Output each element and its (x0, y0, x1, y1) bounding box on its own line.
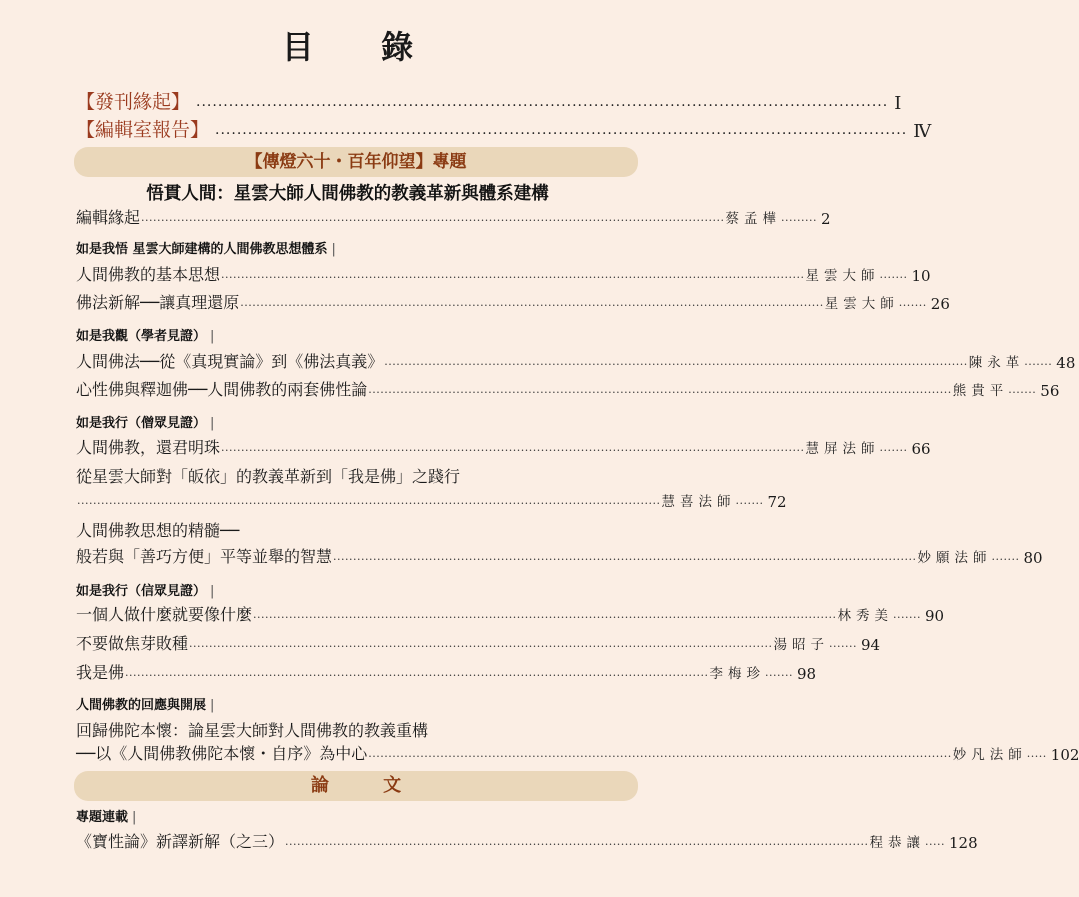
toc-entry[interactable] (76, 489, 787, 511)
leader-dots: .................................................................................................................................................. (368, 747, 952, 760)
special-topic-band: 【傳燈六十・百年仰望】專題 (74, 147, 638, 177)
front-matter-page: I (894, 93, 902, 114)
leader-dots: .................................................................................................................................................. (368, 383, 952, 396)
toc-entry[interactable] (76, 350, 1076, 372)
leader-dots: ....... (893, 608, 922, 621)
section-heading: 如是我行（信眾見證） | (76, 584, 215, 599)
entry-author: 程恭讓 (869, 835, 926, 851)
front-matter-page: Ⅳ (913, 121, 932, 142)
leader-dots: ....... (898, 296, 927, 309)
entry-title: 人間佛法──從《真現實論》到《佛法真義》 (76, 352, 384, 371)
leader-dots: .................................................................................................................................................. (125, 666, 709, 679)
leader-dots: .................................................................................................................................................. (77, 494, 661, 507)
leader-dots: .................................................................................................................................................. (141, 211, 725, 224)
entry-author: 星雲大師 (805, 268, 880, 284)
front-matter-label: 【發刊緣起】 (76, 91, 191, 113)
leader-dots: ....... (879, 268, 908, 281)
toc-entry[interactable] (76, 291, 950, 313)
entry-title-line1[interactable]: 人間佛教思想的精髓── (76, 521, 240, 540)
toc-entry[interactable] (76, 378, 1060, 400)
entry-author: 熊貴平 (952, 383, 1009, 399)
entry-title: 人間佛教的基本思想 (76, 265, 221, 284)
entry-page: 2 (821, 210, 831, 228)
entry-title: 人間佛教，還君明珠 (76, 438, 221, 457)
toc-entry-editorial[interactable] (76, 206, 831, 228)
leader-dots: ....... (991, 550, 1020, 563)
leader-dots: ....... (1008, 383, 1037, 396)
leader-dots: ......... (781, 211, 818, 224)
leader-dots: ....... (735, 494, 764, 507)
leader-dots: ............................................................................................................................... (196, 94, 889, 110)
entry-title: 我是佛 (76, 663, 125, 682)
leader-dots: .................................................................................................................................................. (221, 441, 805, 454)
entry-page: 80 (1023, 549, 1043, 567)
entry-title-line1[interactable]: 從星雲大師對「皈依」的教義革新到「我是佛」之踐行 (76, 467, 461, 486)
entry-page: 98 (797, 665, 817, 683)
entry-page: 128 (949, 834, 978, 852)
toc-entry[interactable] (76, 263, 931, 285)
entry-author: 湯昭子 (773, 637, 830, 653)
page-title: 目 錄 (281, 28, 442, 66)
entry-title: 佛法新解──讓真理還原 (76, 293, 240, 312)
entry-page: 66 (911, 440, 931, 458)
section-heading: 如是我悟 星雲大師建構的人間佛教思想體系 | (76, 242, 336, 257)
entry-author: 妙願法師 (917, 550, 992, 566)
entry-title: 編輯緣起 (76, 208, 141, 227)
leader-dots: .................................................................................................................................................. (221, 268, 805, 281)
section-heading: 人間佛教的回應與開展 | (76, 698, 215, 713)
entry-page: 56 (1040, 382, 1060, 400)
toc-entry[interactable] (76, 661, 817, 683)
entry-title: 心性佛與釋迦佛──人間佛教的兩套佛性論 (76, 380, 368, 399)
leader-dots: .................................................................................................................................................. (240, 296, 824, 309)
entry-page: 72 (767, 493, 787, 511)
entry-author: 慧喜法師 (661, 494, 736, 510)
entry-author: 妙凡法師 (952, 747, 1027, 763)
toc-entry[interactable] (76, 742, 1079, 764)
leader-dots: ..... (925, 835, 946, 848)
leader-dots: .................................................................................................................................................. (384, 355, 968, 368)
entry-page: 48 (1056, 354, 1076, 372)
entry-title: 般若與「善巧方便」平等並舉的智慧 (76, 547, 333, 566)
entry-page: 90 (925, 607, 945, 625)
entry-author: 李梅珍 (709, 666, 766, 682)
entry-title-line1[interactable]: 回歸佛陀本懷：論星雲大師對人間佛教的教義重構 (76, 721, 429, 740)
toc-front-matter-editorial-report[interactable] (76, 118, 932, 142)
toc-entry[interactable] (76, 632, 881, 654)
entry-author: 星雲大師 (824, 296, 899, 312)
entry-author: 慧屏法師 (805, 441, 880, 457)
section-heading: 專題連載 | (76, 810, 137, 825)
entry-title: 一個人做什麼就要像什麼 (76, 605, 253, 624)
toc-entry[interactable] (76, 545, 1043, 567)
entry-title: 《寶性論》新譯新解（之三） (76, 832, 285, 851)
entry-author: 陳永革 (968, 355, 1025, 371)
entry-author: 蔡孟樺 (725, 211, 782, 227)
entry-title: 不要做焦芽敗種 (76, 634, 189, 653)
toc-entry[interactable] (76, 603, 945, 625)
entry-page: 102 (1050, 746, 1079, 764)
leader-dots: ....... (765, 666, 794, 679)
leader-dots: .................................................................................................................................................. (189, 637, 773, 650)
entry-author: 林秀美 (837, 608, 894, 624)
leader-dots: .................................................................................................................................................. (333, 550, 917, 563)
leader-dots: ....... (1024, 355, 1053, 368)
leader-dots: .................................................................................................................................................. (253, 608, 837, 621)
leader-dots: ............................................................................................................................... (215, 122, 908, 138)
leader-dots: ..... (1026, 747, 1047, 760)
entry-page: 94 (861, 636, 881, 654)
leader-dots: ....... (829, 637, 858, 650)
leader-dots: .................................................................................................................................................. (285, 835, 869, 848)
essays-band: 論 文 (74, 771, 638, 801)
toc-entry[interactable] (76, 436, 931, 458)
front-matter-label: 【編輯室報告】 (76, 119, 210, 141)
section-heading: 如是我行（僧眾見證） | (76, 416, 215, 431)
toc-entry[interactable] (76, 830, 978, 852)
theme-title: 悟貫人間：星雲大師人間佛教的教義革新與體系建構 (146, 184, 549, 204)
section-heading: 如是我觀（學者見證） | (76, 329, 215, 344)
entry-title: ──以《人間佛教佛陀本懷・自序》為中心 (76, 744, 368, 763)
toc-front-matter-publication[interactable] (76, 90, 902, 114)
entry-page: 10 (911, 267, 931, 285)
entry-page: 26 (930, 295, 950, 313)
leader-dots: ....... (879, 441, 908, 454)
